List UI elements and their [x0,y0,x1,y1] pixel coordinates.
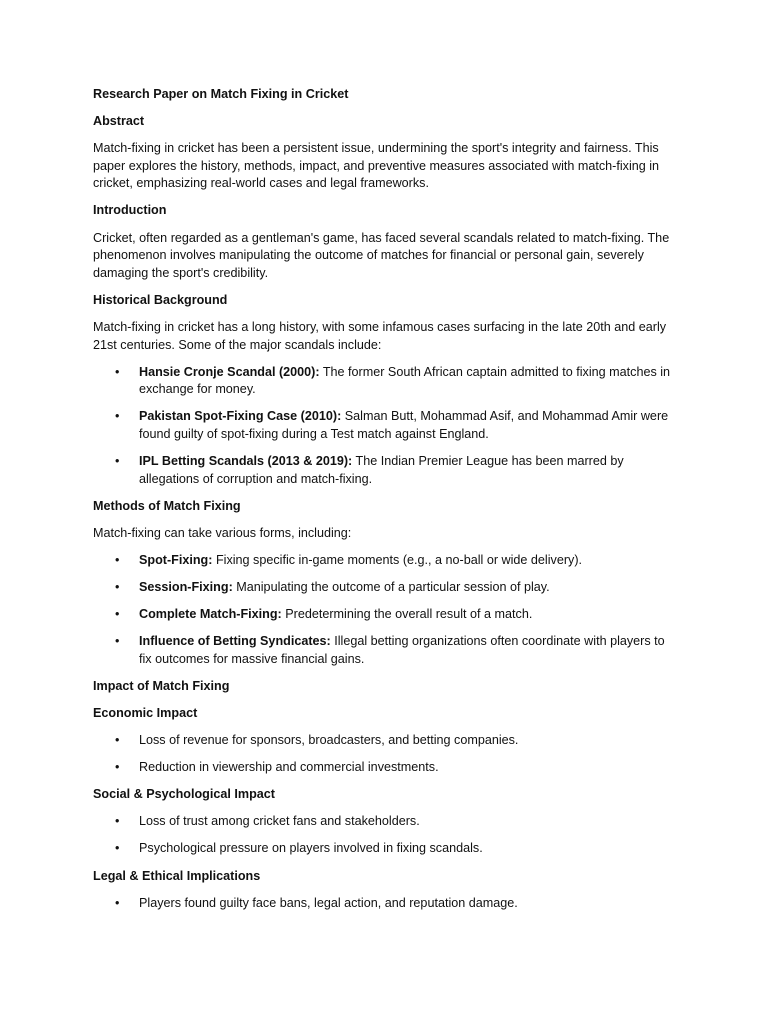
list-item [93,732,675,750]
list-item [93,453,675,488]
list-item [93,552,675,570]
legal-impact-list [93,895,675,913]
list-item [93,895,675,913]
list-item-text: Loss of trust among cricket fans and stakeholders. [139,814,420,829]
list-item-text: Predetermining the overall result of a match. [281,607,533,622]
list-item-term: Pakistan Spot-Fixing Case (2010): [139,409,342,424]
list-item-term: IPL Betting Scandals (2013 & 2019): [139,454,353,468]
introduction-heading: Introduction [93,203,167,218]
methods-text: Match-fixing can take various forms, including: [93,525,352,540]
abstract-text: Match-fixing in cricket has been a persistent issue, undermining the sport's integrity and fairness. This paper explores the history, methods, impact, and preventive measures associated with match-fixing in cricket, emphasizing real-world cases and legal frameworks. [93,141,660,191]
list-item-text: Reduction in viewership and commercial investments. [139,760,439,775]
list-item [93,364,675,399]
document-page [93,86,675,922]
bullet-icon: • [115,454,120,468]
impact-heading: Impact of Match Fixing [93,678,230,693]
abstract-heading: Abstract [93,114,145,129]
bullet-icon: • [115,814,120,829]
list-item-text: Illegal betting organizations often coordinate with players to fix outcomes for massive financial gains. [139,634,665,666]
list-item [93,408,675,443]
list-item [93,813,675,831]
document-title: Research Paper on Match Fixing in Cricket [93,87,349,101]
bullet-icon: • [115,895,120,910]
list-item-text: Loss of revenue for sponsors, broadcasters, and betting companies. [139,733,519,748]
legal-impact-heading: Legal & Ethical Implications [93,868,261,883]
list-item [93,579,675,597]
list-item-term: Complete Match-Fixing: [139,607,282,622]
list-item-text: Psychological pressure on players involved in fixing scandals. [139,841,483,856]
list-item-text: Fixing specific in-game moments (e.g., a no-ball or wide delivery). [212,552,583,567]
bullet-icon: • [115,607,120,622]
bullet-icon: • [115,634,120,649]
economic-impact-heading: Economic Impact [93,705,198,720]
social-impact-list [93,813,675,858]
historical-text: Match-fixing in cricket has a long history, with some infamous cases surfacing in the late 20th and early 21st centuries. Some of the major scandals include: [93,319,667,352]
bullet-icon: • [115,579,120,594]
list-item [93,606,675,624]
methods-heading: Methods of Match Fixing [93,498,241,513]
bullet-icon: • [115,552,120,567]
list-item-term: Hansie Cronje Scandal (2000): [139,364,320,379]
introduction-text: Cricket, often regarded as a gentleman's game, has faced several scandals related to match-fixing. The phenomenon involves manipulating the outcome of matches for financial or personal gain, severely damaging the sport's credibility. [93,230,670,280]
bullet-icon: • [115,841,120,856]
list-item [93,759,675,777]
list-item-text: The Indian Premier League has been marred by allegations of corruption and match-fixing. [139,454,624,486]
list-item-term: Influence of Betting Syndicates: [139,634,331,649]
bullet-icon: • [115,364,120,379]
social-impact-heading: Social & Psychological Impact [93,787,275,802]
economic-impact-list [93,732,675,777]
list-item-text: Players found guilty face bans, legal action, and reputation damage. [139,895,518,910]
historical-list [93,364,675,489]
bullet-icon: • [115,409,120,424]
list-item [93,840,675,858]
methods-list [93,552,675,668]
list-item-text: The former South African captain admitted to fixing matches in exchange for money. [139,364,671,397]
historical-heading: Historical Background [93,292,228,307]
list-item-text: Salman Butt, Mohammad Asif, and Mohammad Amir were found guilty of spot-fixing during a Test match against England. [139,409,669,441]
list-item [93,633,675,668]
list-item-text: Manipulating the outcome of a particular session of play. [232,579,550,594]
list-item-term: Spot-Fixing: [139,552,213,567]
bullet-icon: • [115,733,120,748]
list-item-term: Session-Fixing: [139,579,233,594]
bullet-icon: • [115,760,120,775]
